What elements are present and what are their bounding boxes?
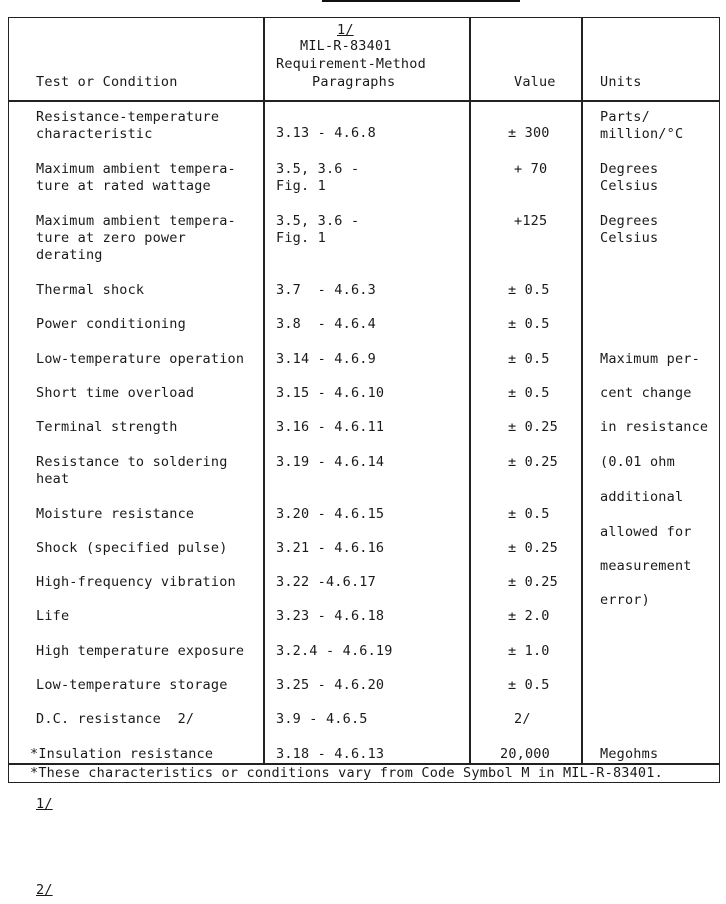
header-spec-number: MIL-R-83401 bbox=[300, 38, 392, 54]
row-value: ± 300 bbox=[508, 125, 550, 141]
header-value: Value bbox=[514, 74, 556, 90]
row-test: Terminal strength bbox=[36, 419, 178, 435]
row-value: ± 0.25 bbox=[508, 454, 558, 470]
row-test: Life bbox=[36, 608, 70, 624]
row-test: D.C. resistance 2/ bbox=[36, 711, 195, 727]
row-test: Maximum ambient tempera- ture at rated wattage bbox=[36, 161, 236, 194]
row-units: Degrees Celsius bbox=[600, 161, 659, 194]
row-requirement: 3.8 - 4.6.4 bbox=[276, 316, 376, 332]
row-requirement: 3.20 - 4.6.15 bbox=[276, 506, 385, 522]
row-requirement: 3.25 - 4.6.20 bbox=[276, 677, 385, 693]
row-test: High-frequency vibration bbox=[36, 574, 236, 590]
row-requirement: 3.23 - 4.6.18 bbox=[276, 608, 385, 624]
row-test: Thermal shock bbox=[36, 282, 145, 298]
row-test: Moisture resistance bbox=[36, 506, 195, 522]
column-divider-1 bbox=[263, 17, 265, 764]
row-requirement: 3.14 - 4.6.9 bbox=[276, 351, 376, 367]
top-rule bbox=[322, 0, 520, 2]
header-requirement-method: Requirement-Method bbox=[276, 56, 426, 72]
column-divider-2 bbox=[469, 17, 471, 764]
row-requirement: 3.18 - 4.6.13 bbox=[276, 746, 385, 762]
row-value: ± 0.25 bbox=[508, 540, 558, 556]
header-paragraphs: Paragraphs bbox=[312, 74, 396, 90]
row-units: in resistance bbox=[600, 419, 709, 435]
row-requirement: 3.2.4 - 4.6.19 bbox=[276, 643, 393, 659]
row-units: cent change bbox=[600, 385, 692, 401]
row-value: ± 0.5 bbox=[508, 677, 550, 693]
row-units: Megohms bbox=[600, 746, 659, 762]
row-value: ± 0.5 bbox=[508, 282, 550, 298]
row-value: 2/ bbox=[514, 711, 531, 727]
header-units: Units bbox=[600, 74, 642, 90]
row-requirement: 3.16 - 4.6.11 bbox=[276, 419, 385, 435]
row-requirement: 3.22 -4.6.17 bbox=[276, 574, 376, 590]
row-test: Short time overload bbox=[36, 385, 195, 401]
row-value: ± 0.5 bbox=[508, 351, 550, 367]
row-value: 20,000 bbox=[500, 746, 550, 762]
header-test-or-condition: Test or Condition bbox=[36, 74, 178, 90]
header-footnote-ref-1: 1/ bbox=[337, 22, 354, 38]
units-note-line: error) bbox=[600, 592, 650, 608]
row-test: *Insulation resistance bbox=[30, 746, 214, 762]
row-value: ± 0.25 bbox=[508, 419, 558, 435]
row-requirement: 3.7 - 4.6.3 bbox=[276, 282, 376, 298]
row-test: High temperature exposure bbox=[36, 643, 245, 659]
row-value: +125 bbox=[514, 213, 548, 229]
footnote-2-marker: 2/ bbox=[36, 882, 53, 898]
row-requirement: 3.15 - 4.6.10 bbox=[276, 385, 385, 401]
row-test: Low-temperature operation bbox=[36, 351, 245, 367]
header-divider bbox=[8, 100, 720, 102]
column-divider-3 bbox=[581, 17, 583, 764]
row-test: Resistance-temperature characteristic bbox=[36, 109, 220, 142]
row-value: ± 0.25 bbox=[508, 574, 558, 590]
row-value: + 70 bbox=[514, 161, 548, 177]
units-note-line: allowed for bbox=[600, 524, 692, 540]
row-test: Resistance to soldering heat bbox=[36, 454, 228, 487]
units-note-line: measurement bbox=[600, 558, 692, 574]
row-value: ± 0.5 bbox=[508, 506, 550, 522]
row-value: ± 1.0 bbox=[508, 643, 550, 659]
row-requirement: 3.19 - 4.6.14 bbox=[276, 454, 385, 470]
footnote-1-marker: 1/ bbox=[36, 796, 53, 812]
row-requirement: 3.5, 3.6 - Fig. 1 bbox=[276, 213, 360, 246]
row-units: Maximum per- bbox=[600, 351, 700, 367]
row-units: Degrees Celsius bbox=[600, 213, 659, 246]
row-value: ± 0.5 bbox=[508, 316, 550, 332]
row-requirement: 3.21 - 4.6.16 bbox=[276, 540, 385, 556]
row-test: Shock (specified pulse) bbox=[36, 540, 228, 556]
table-footnote: *These characteristics or conditions vary from Code Symbol M in MIL-R-83401. bbox=[30, 765, 663, 781]
units-note-line: additional bbox=[600, 489, 684, 505]
row-value: ± 2.0 bbox=[508, 608, 550, 624]
row-requirement: 3.9 - 4.6.5 bbox=[276, 711, 368, 727]
row-test: Power conditioning bbox=[36, 316, 186, 332]
row-test: Maximum ambient tempera- ture at zero power derating bbox=[36, 213, 236, 263]
row-requirement: 3.5, 3.6 - Fig. 1 bbox=[276, 161, 360, 194]
row-test: Low-temperature storage bbox=[36, 677, 228, 693]
row-requirement: 3.13 - 4.6.8 bbox=[276, 125, 376, 141]
row-units: (0.01 ohm bbox=[600, 454, 675, 470]
row-value: ± 0.5 bbox=[508, 385, 550, 401]
row-units: Parts/ million/°C bbox=[600, 109, 684, 142]
